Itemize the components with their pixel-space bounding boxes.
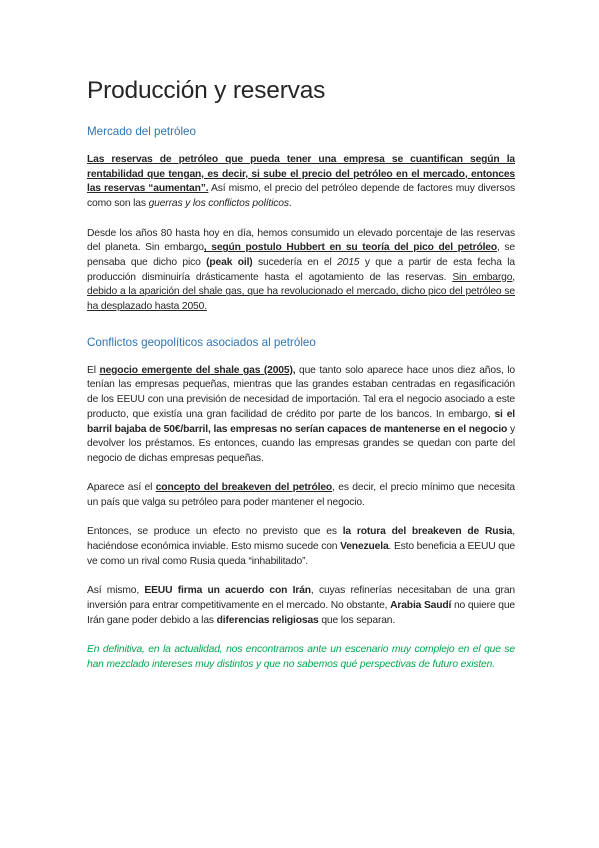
underlined-text: Sin embargo, debido a la aparición del shale gas, que ha revolucionado el mercado, dicho pico del petróleo se ha desplazado hasta 2050. bbox=[87, 271, 515, 313]
body-text: , es decir, el precio mínimo que necesita un país que valga su petróleo para poder mantener el negocio. bbox=[87, 482, 515, 509]
paragraph-iran bbox=[87, 584, 515, 628]
body-text: Desde los años 80 hasta hoy en día, hemos consumido un elevado porcentaje de las reservas del planeta. Sin embargo bbox=[87, 227, 515, 254]
bold-text: EEUU firma un acuerdo con Irán bbox=[144, 585, 311, 597]
paragraph-breakeven bbox=[87, 481, 515, 510]
body-text: . bbox=[288, 198, 292, 210]
body-text: y que a partir de esta fecha la producción disminuiría drásticamente hasta el agotamiento de las reservas. bbox=[87, 256, 515, 283]
page-title: Producción y reservas bbox=[87, 77, 326, 104]
italic-text: guerras y los conflictos políticos bbox=[148, 198, 289, 210]
bold-text: diferencias religiosas bbox=[216, 614, 319, 626]
body-text: que tanto solo aparece hace unos diez años, lo tenían las empresas pequeñas, mientras que las grandes estaban centradas en regasificación de los EEUU con una previsión de necesidad de importación. Tal era el negocio asociado a este producto, que existía una gran facilidad de crédito por parte de los bancos. In embargo, bbox=[87, 364, 515, 420]
paragraph-hubbert bbox=[87, 227, 515, 315]
body-text: Así mismo, bbox=[87, 585, 145, 597]
paragraph-reservas bbox=[87, 153, 515, 212]
body-text: . Esto beneficia a EEUU que ve como un rival como Rusia queda “inhabilitado”. bbox=[87, 541, 515, 567]
body-text: no quiere que Irán gane poder debido a las bbox=[87, 599, 515, 626]
bold-underlined-text: Las reservas de petróleo que pueda tener una empresa se cuantifican según la rentabilidad que tengan, es decir, si sube el precio del petróleo en el mercado, entonces las reservas “aumentan”. bbox=[87, 154, 515, 195]
section-heading-mercado: Mercado del petróleo bbox=[87, 125, 196, 138]
body-text: , haciéndose económica inviable. Esto mismo sucede con bbox=[87, 526, 515, 553]
body-text: El bbox=[87, 364, 100, 376]
bold-text: si el barril bajaba de 50€/barril, las empresas no serían capaces de mantenerse en el negocio bbox=[87, 408, 515, 435]
body-text: Entonces, se produce un efecto no previsto que es bbox=[87, 526, 343, 538]
bold-underlined-text: , según postulo Hubbert en su teoría del pico del petróleo bbox=[203, 242, 498, 254]
bold-underlined-text: concepto del breakeven del petróleo bbox=[155, 482, 333, 494]
italic-text: 2015 bbox=[337, 256, 360, 268]
bold-text: Arabia Saudí bbox=[390, 599, 452, 611]
bold-text: Venezuela bbox=[340, 541, 389, 553]
bold-text: la rotura del breakeven de Rusia bbox=[342, 526, 513, 538]
body-text: Así mismo, el precio del petróleo depende de factores muy diversos como son las bbox=[87, 183, 515, 210]
body-text: que los separan. bbox=[318, 614, 396, 626]
conclusion-paragraph: En definitiva, en la actualidad, nos encontramos ante un escenario muy complejo en el que se han mezclado intereses muy distintos y que no sabemos qué perspectivas de futuro existen. bbox=[87, 644, 515, 670]
paragraph-rusia bbox=[87, 525, 515, 569]
body-text: , cuyas refinerías necesitaban de una gran inversión para entrar competitivamente en el mercado. No obstante, bbox=[87, 585, 515, 611]
paragraph-shale-gas bbox=[87, 364, 515, 467]
body-text: , se pensaba que dicho pico bbox=[87, 242, 515, 268]
body-text: Aparece así el bbox=[87, 482, 156, 494]
body-text: sucedería en el bbox=[252, 256, 338, 268]
bold-underlined-text: negocio emergente del shale gas (2005), bbox=[99, 364, 296, 376]
section-heading-conflictos: Conflictos geopolíticos asociados al petróleo bbox=[87, 335, 316, 349]
bold-text: (peak oil) bbox=[206, 256, 253, 268]
body-text: y devolver los préstamos. Es entonces, cuando las empresas grandes se quedan con parte del negocio de dichas empresas pequeñas. bbox=[87, 423, 515, 464]
page-content bbox=[87, 76, 515, 687]
